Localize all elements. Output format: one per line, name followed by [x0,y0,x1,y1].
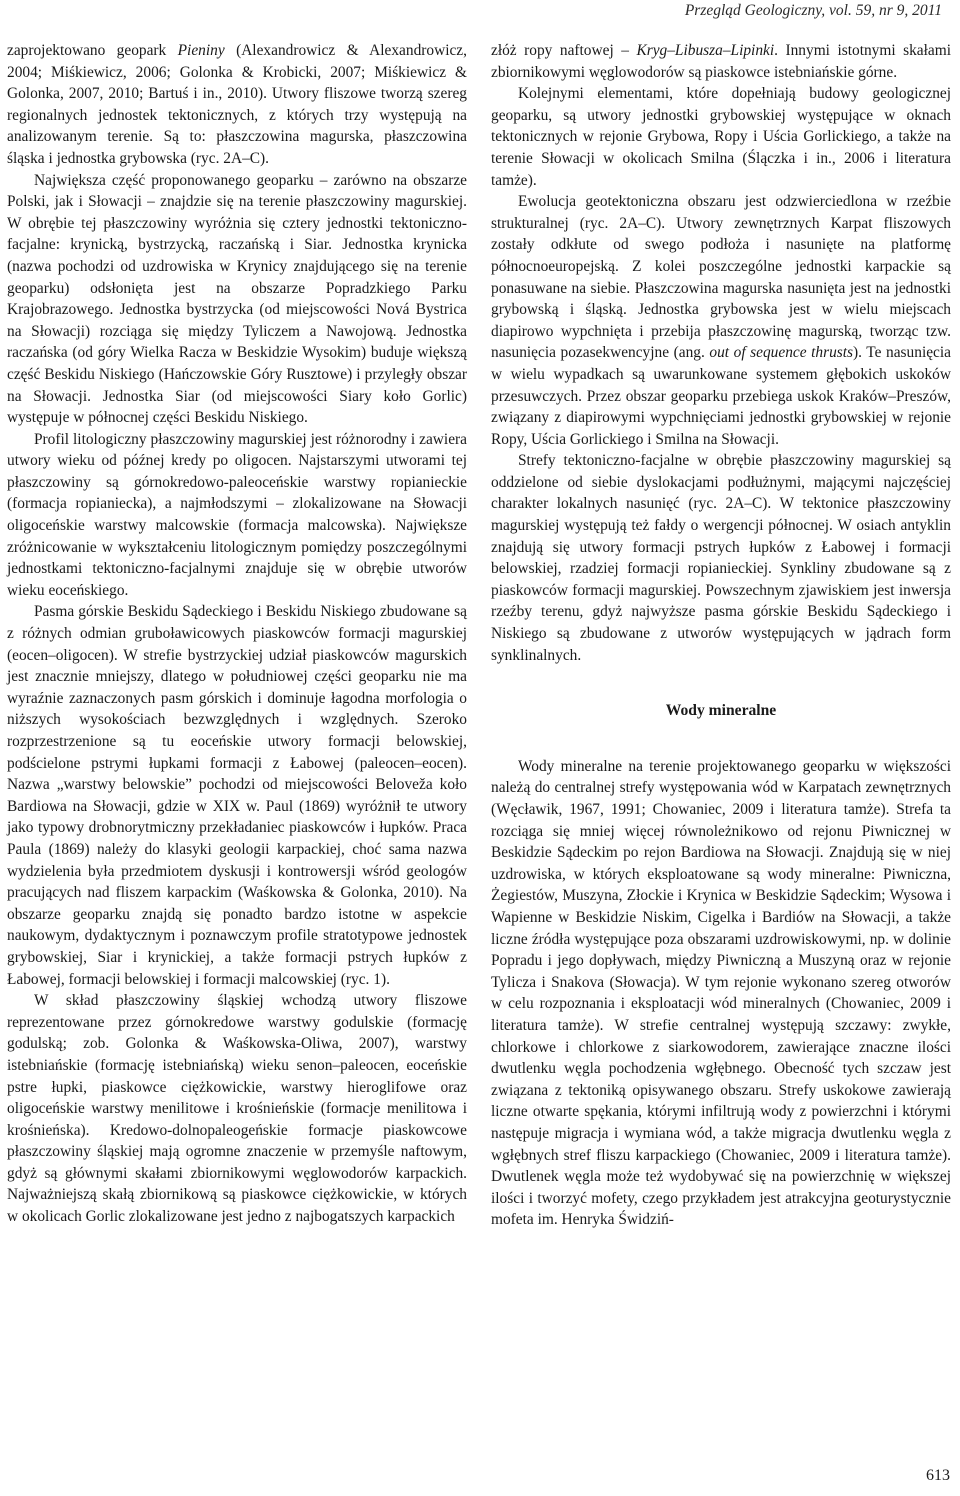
paragraph [7,601,467,990]
italic-text: Kryg–Libusza–Lipinki [636,42,775,59]
text-run: . Innymi istotnymi skałami zbiornikowymi węglowodorów są piaskowce istebniańskie górne. [491,42,951,81]
page-number: 613 [926,1467,950,1484]
paragraph [491,450,951,666]
text-run: Strefy tektoniczno-facjalne w obrębie płaszczowiny magurskiej są oddzielone od siebie dyslokacjami podłużnymi, mającymi najczęściej charakter lokalnych nasunięć (ryc. 2A–C). W tektonice płaszczowiny magurskiej występują też fałdy o wergencji północnej. W osiach antyklin znajdują się utwory formacji pstrych łupków z Łabowej i formacji belowskiej, rzadziej formacji ropianieckiej. Synkliny zbudowane są z piaskowców formacji magurskiej. Powszechnym zjawiskiem jest inwersja rzeźby terenu, gdyż najwyższe pasma górskie Beskidu Sądeckiego i Niskiego są zbudowane z utworów występujących w jądrach form synklinalnych. [491,452,951,664]
right-column-top [491,40,951,666]
paragraph [491,191,951,450]
right-column-bottom [491,756,951,1231]
text-run: (Alexandrowicz & Alexandrowicz, 2004; Miśkiewicz, 2006; Golonka & Krobicki, 2007; Miśkiewicz & Golonka, 2007, 2010; Bartuś i in., 2010). Utwory fliszowe tworzą szereg regionalnych jednostek tektonicznych, z których trzy występują na analizowanym terenie. Są to: płaszczowina magurska, płaszczowina śląska i jednostka grybowska (ryc. 2A–C). [7,42,467,167]
text-run: Ewolucja geotektoniczna obszaru jest odzwierciedlona w rzeźbie strukturalnej (ryc. 2A–C). Utwory zewnętrznych Karpat fliszowych zostały odkłute od swego podłoża i nasunięte na platformę północnoeuropejską. Z kolei poszczególne jednostki karpackie są ponasuwane na siebie. Płaszczowina magurska nasunięta jest na jednostki grybowską i śląską. Jednostka grybowska jest w wielu miejscach diapirowo wypchnięta i przebija płaszczowinę magurską, tworząc tzw. nasunięcia pozasekwencyjne (ang. [491,193,951,362]
text-run: Profil litologiczny płaszczowiny magurskiej jest różnorodny i zawiera utwory wieku od późnej kredy po oligocen. Najstarszymi utworami tej płaszczowiny są górnokredowo-paleoceńskie warstwy ropianieckie (formacja ropianiecka), a najmłodszymi – zlokalizowane na Słowacji oligoceńskie warstwy malcowskie (formacja malcowska). Największe zróżnicowanie w wykształceniu litologicznym pomiędzy poszczególnymi jednostkami tektoniczno-facjalnymi znajduje się w obrębie utworów wieku eoceńskiego. [7,430,467,599]
section-heading: Wody mineralne [665,702,777,720]
journal-title: Przegląd Geologiczny, vol. 59, nr 9, 2011 [684,2,942,19]
paragraph [7,40,467,170]
text-run: Największa część proponowanego geoparku – zarówno na obszarze Polski, jak i Słowacji – znajdzie się na terenie płaszczowiny magurskiej. W obrębie tej płaszczowiny wyróżnia się cztery jednostki tektoniczno-facjalne: krynicką, bystrzycką, raczańską i Siar. Jednostka krynicka (nazwa pochodzi od uzdrowiska w Krynicy znajdującego się na terenie geoparku) odsłonięta jest na obszarze Popradzkiego Parku Krajobrazowego. Jednostka bystrzycka (od miejscowości Nová Bystrica na Słowacji) rozciąga się między Tyliczem a Nawojową. Jednostka raczańska (od góry Wielka Racza w Beskidzie Wysokim) buduje większą część Beskidu Niskiego (Hańczowskie Góry Rusztowe) i przyległy obszar na Słowacji. Jednostka Siar (od miejscowości Siary koło Gorlic) występuje w północnej części Beskidu Niskiego. [7,171,467,427]
paragraph [491,40,951,83]
text-run: W skład płaszczowiny śląskiej wchodzą utwory fliszowe reprezentowane przez górnokredowe warstwy godulskie (formację godulską; zob. Golonka & Waśkowska-Oliwa, 2007), warstwy istebniańskie (formację istebniańską) wieku senon–paleocen, eoceńskie pstre łupki, piaskowce ciężkowickie, warstwy hieroglifowe oraz oligoceńskie warstwy menilitowe i krośnieńskie (formacje menilitowa i krośnieńska). Kredowo-dolnopaleogeńskie formacje piaskowcowe płaszczowiny śląskiej mają ogromne znaczenie w przemyśle naftowym, gdyż są głównymi skałami zbiornikowymi węglowodorów karpackich. Najważniejszą skałą zbiornikową są piaskowce ciężkowickie, w których w okolicach Gorlic zlokalizowane jest jedno z najbogatszych karpackich [7,992,467,1226]
text-run: ). Te nasunięcia w wielu wypadkach są uwarunkowane systemem głębokich uskoków przesuwczych. Przez obszar geoparku przebiega uskok Kraków–Preszów, związany z diapirowymi wypchnięciami jednostki grybowskiej w rejonie Ropy, Uścia Gorlickiego i Smilna na Słowacji. [491,344,951,448]
text-run: zaprojektowano geopark [7,42,178,59]
text-run: Pasma górskie Beskidu Sądeckiego i Beskidu Niskiego zbudowane są z różnych odmian gruboławicowych piaskowców formacji magurskiej (eocen–oligocen). W strefie bystrzyckiej udział piaskowców magurskich jest znacznie mniejszy, dlatego w południowej części geoparku nie ma wyraźnie zaznaczonych pasm górskich i dominuje łagodna morfologia o niższych wysokościach bezwzględnych i względnych. Szeroko rozprzestrzenione są tu eoceńskie utwory formacji belowskiej, podścielone pstrymi łupkami formacji z Łabowej (paleocen–eocen). Nazwa „warstwy belowskie” pochodzi od miejscowości Beloveža koło Bardiowa na Słowacji, gdzie w XIX w. Paul (1869) wyróżnił te utwory jako typowy drobnorytmiczny przekładaniec piaskowców i łupków. Praca Paula (1869) należy do klasyki geologii karpackiej, choć sama nazwa wydzielenia była przedmiotem dyskusji i kontrowersji wśród geologów pracujących nad fliszem karpackim (Waśkowska & Golonka, 2010). Na obszarze geoparku znajdą się ponadto bardzo istotne w aspekcie naukowym, dydaktycznym i poznawczym profile stratotypowe jednostek grybowskiej, Siar i krynickiej, a także formacji pstrych łupków z Łabowej, formacji belowskiej i formacji malcowskiej (ryc. 1). [7,603,467,988]
text-run: złóż ropy naftowej – [491,42,637,59]
paragraph [7,429,467,602]
right-column [491,40,951,1231]
text-run: Wody mineralne na terenie projektowanego geoparku w większości należą do centralnej strefy występowania wód w Karpatach zewnętrznych (Węcławik, 1967, 1991; Chowaniec, 2009 i literatura tamże). Strefa ta rozciąga się mniej więcej równoleżnikowo od rejonu Piwnicznej w Beskidzie Sądeckim po rejon Bardiowa na Słowacji. Znajdują się w niej uzdrowiska, w których eksploatowane są wody mineralne: Piwniczna, Żegiestów, Muszyna, Złockie i Krynica w Beskidzie Sądeckim; Wysowa i Wapienne w Beskidzie Niskim, Cigelka i Bardiów na Słowacji, a także liczne źródła występujące poza obszarami uzdrowiskowymi, np. w dolinie Popradu i jego dopływach, między Piwniczną a Muszyną oraz w rejonie Tylicza i Snakova (Słowacja). W tym rejonie wykonano szereg otworów w celu rozpoznania i eksploatacji wód mineralnych (Chowaniec, 2009 i literatura tamże). W strefie centralnej występują szczawy: zwykłe, chlorkowe i chlorkowe z siarkowodorem, zawierające znaczne ilości dwutlenku węgla pochodzenia wgłębnego. Obecność tych szczaw jest związana z tektoniką opisywanego obszaru. Strefy uskokowe zawierają liczne otwarte spękania, którymi infiltrują wody z powierzchni i którymi następuje migracja i wymiana wód, a także migracja dwutlenku węgla z wgłębnych stref fliszu karpackiego (Chowaniec, 2009 i literatura tamże). Dwutlenek węgla może też wydobywać się na powierzchnię w większej ilości i tworzyć mofety, czego przykładem jest atrakcyjna geoturystycznie mofeta im. Henryka Świdziń- [491,757,951,1229]
paragraph [7,170,467,429]
italic-text: out of sequence thrusts [709,344,854,362]
italic-text: Pieniny [177,42,225,59]
text-run: Kolejnymi elementami, które dopełniają budowy geologicznej geoparku, są utwory jednostki grybowskiej występujące w oknach tektonicznych w rejonie Grybowa, Ropy i Uścia Gorlickiego, a także na terenie Słowacji w okolicach Smilna (Ślączka i in., 2006 i literatura tamże). [491,85,951,189]
paragraph [491,756,951,1231]
running-header [0,0,960,22]
paragraph [491,83,951,191]
left-column [7,40,467,1228]
paragraph [7,990,467,1228]
